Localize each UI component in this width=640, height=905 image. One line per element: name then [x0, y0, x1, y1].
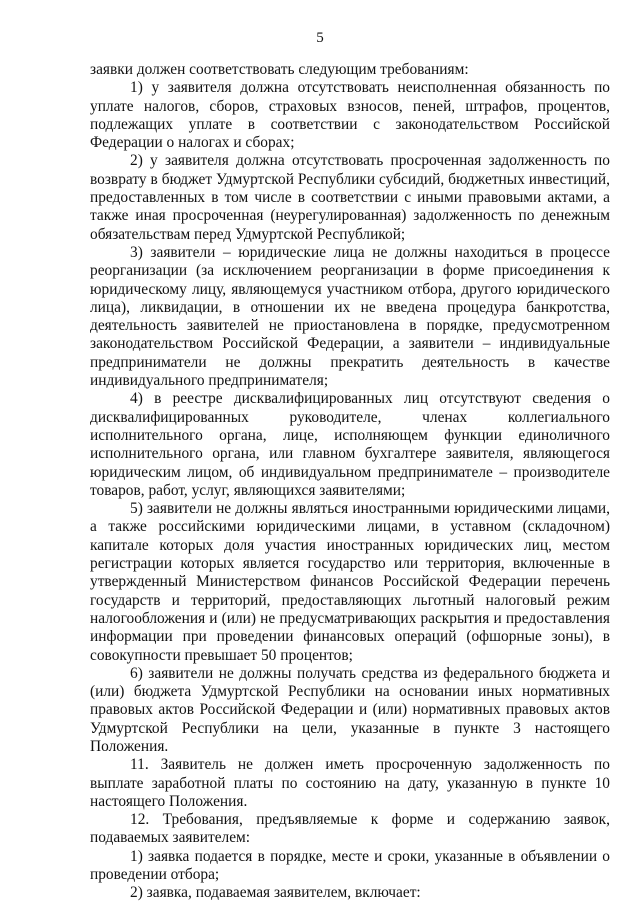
paragraph-clause-12-item-2: 2) заявка, подаваемая заявителем, включает:: [130, 884, 421, 902]
paragraph-continuation: заявки должен соответствовать следующим требованиям:: [90, 61, 469, 78]
paragraph-item-5: 5) заявители не должны являться иностранными юридическими лицами, а также российскими юридическими лицами, в уставном (складочном) капитале которых доля участия иностранных юридических лиц, местом регистрации которых является государство или территория, включенные в утвержденный Министерством финансов Российской Федерации перечень государств и территорий, предоставляющих льготный налоговый режим налогообложения и (или) не предусматривающих раскрытия и предоставления информации при проведении финансовых операций (офшорные зоны), в совокупности превышает 50 процентов;: [90, 500, 610, 664]
page-number: 5: [316, 30, 324, 46]
document-body: [90, 61, 610, 903]
paragraph-item-1: 1) у заявителя должна отсутствовать неисполненная обязанность по уплате налогов, сборов, страховых взносов, пеней, штрафов, процентов, подлежащих уплате в соответствии с законодательством Российской Федерации о налогах и сборах;: [90, 79, 610, 152]
paragraph-item-6: 6) заявители не должны получать средства из федерального бюджета и (или) бюджета Удмуртской Республики на основании иных нормативных правовых актов Российской Федерации и (или) нормативных правовых актов Удмуртской Республики на цели, указанные в пункте 3 настоящего Положения.: [90, 664, 610, 755]
paragraph-clause-12-item-1: 1) заявка подается в порядке, месте и сроки, указанные в объявлении о проведении отбора;: [90, 847, 610, 884]
paragraph-item-2: 2) у заявителя должна отсутствовать просроченная задолженность по возврату в бюджет Удмуртской Республики субсидий, бюджетных инвестиций, предоставленных в том числе в соответствии с иными правовыми актами, а также иная просроченная (неурегулированная) задолженность по денежным обязательствам перед Удмуртской Республикой;: [90, 152, 610, 243]
paragraph-clause-12: 12. Требования, предъявляемые к форме и содержанию заявок, подаваемых заявителем:: [90, 811, 610, 847]
paragraph-clause-11: 11. Заявитель не должен иметь просроченную задолженность по выплате заработной платы по состоянию на дату, указанную в пункте 10 настоящего Положения.: [90, 756, 610, 810]
paragraph-item-4: 4) в реестре дисквалифицированных лиц отсутствуют сведения о дисквалифицированных руководителе, членах коллегиального исполнительного органа, лице, исполняющем функции единоличного исполнительного органа, или главном бухгалтере заявителя, являющегося юридическим лицом, об индивидуальном предпринимателе – производителе товаров, работ, услуг, являющихся заявителями;: [90, 390, 610, 499]
paragraph-item-3: 3) заявители – юридические лица не должны находиться в процессе реорганизации (за исключением реорганизации в форме присоединения к юридическому лицу, являющемуся участником отбора, другого юридического лица), ликвидации, в отношении их не введена процедура банкротства, деятельность заявителей не приостановлена в порядке, предусмотренном законодательством Российской Федерации, а заявители – индивидуальные предприниматели не должны прекратить деятельность в качестве индивидуального предпринимателя;: [90, 243, 610, 390]
